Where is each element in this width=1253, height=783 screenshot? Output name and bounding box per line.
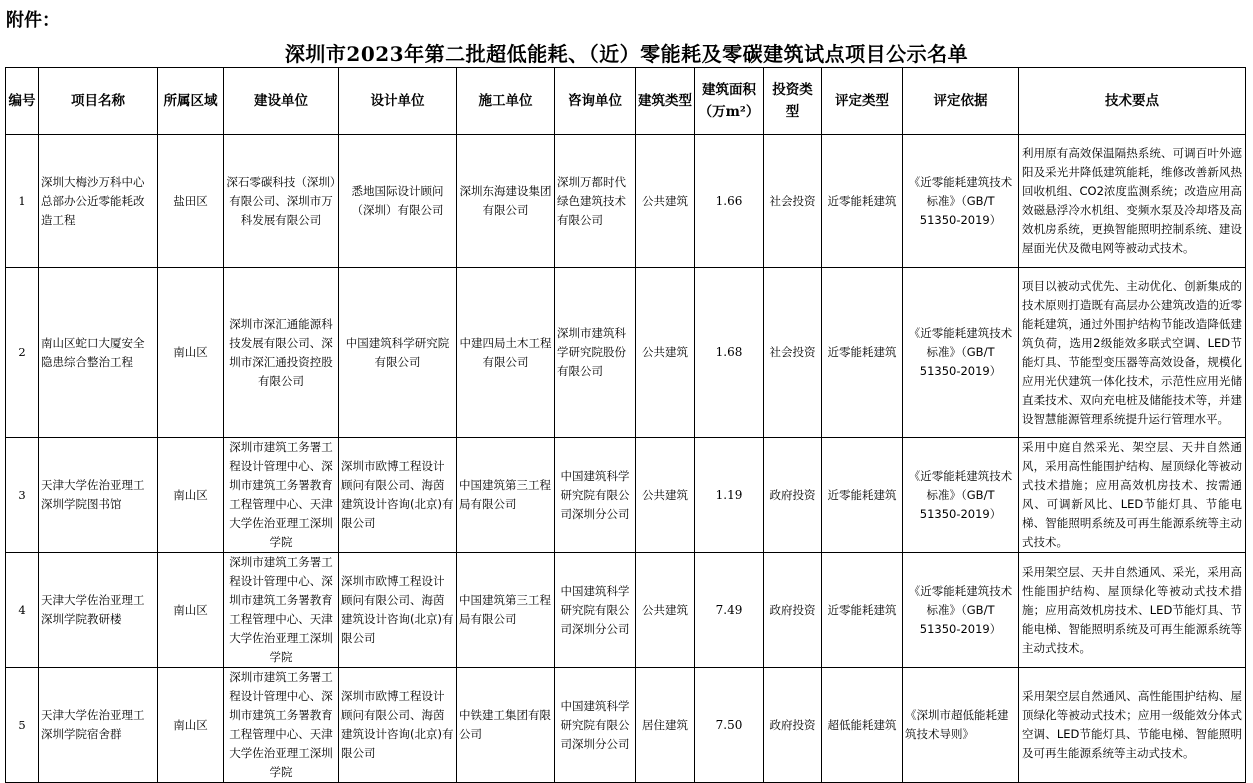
cell-builder: 深圳市建筑工务署工程设计管理中心、深圳市建筑工务署教育工程管理中心、天津大学佐治亚理工深圳学院	[224, 438, 339, 553]
header-designer: 设计单位	[339, 68, 457, 135]
table-row	[6, 438, 1246, 553]
table-row	[6, 553, 1246, 668]
cell-area: 1.68	[695, 268, 764, 438]
cell-constructor: 中铁建工集团有限公司	[457, 668, 555, 783]
cell-basis: 《近零能耗建筑技术标准》（GB/T 51350-2019）	[903, 135, 1019, 268]
cell-area: 1.19	[695, 438, 764, 553]
cell-basis: 《深圳市超低能耗建筑技术导则》	[903, 668, 1019, 783]
cell-constructor: 中国建筑第三工程局有限公司	[457, 553, 555, 668]
cell-basis: 《近零能耗建筑技术标准》（GB/T 51350-2019）	[903, 553, 1019, 668]
cell-building-type: 公共建筑	[636, 438, 695, 553]
header-no: 编号	[6, 68, 39, 135]
header-rating: 评定类型	[822, 68, 903, 135]
header-area-line1: 建筑面积	[702, 82, 756, 98]
cell-designer: 深圳市欧博工程设计顾问有限公司、海茵建筑设计咨询(北京)有限公司	[339, 438, 457, 553]
cell-tech: 采用中庭自然采光、架空层、天井自然通风，采用高性能围护结构、屋顶绿化等被动式技术措施；应用高效机房技术、按需通风、可调新风比、LED节能灯具、节能电梯、智能照明系统及可再生能源系统等主动式技术。	[1019, 438, 1246, 553]
cell-builder: 深圳市深汇通能源科技发展有限公司、深圳市深汇通投资控股有限公司	[224, 268, 339, 438]
header-basis: 评定依据	[903, 68, 1019, 135]
cell-designer: 悉地国际设计顾问（深圳）有限公司	[339, 135, 457, 268]
cell-invest: 政府投资	[764, 438, 822, 553]
cell-consultant: 深圳市建筑科学研究院股份有限公司	[555, 268, 636, 438]
cell-rating: 近零能耗建筑	[822, 268, 903, 438]
cell-basis: 《近零能耗建筑技术标准》（GB/T 51350-2019）	[903, 268, 1019, 438]
table-row	[6, 135, 1246, 268]
table-row	[6, 268, 1246, 438]
header-name: 项目名称	[39, 68, 158, 135]
cell-rating: 近零能耗建筑	[822, 135, 903, 268]
cell-building-type: 居住建筑	[636, 668, 695, 783]
cell-invest: 政府投资	[764, 553, 822, 668]
cell-building-type: 公共建筑	[636, 135, 695, 268]
cell-name: 南山区蛇口大厦安全隐患综合整治工程	[39, 268, 158, 438]
cell-designer: 深圳市欧博工程设计顾问有限公司、海茵建筑设计咨询(北京)有限公司	[339, 553, 457, 668]
cell-area: 7.50	[695, 668, 764, 783]
cell-consultant: 中国建筑科学研究院有限公司深圳分公司	[555, 668, 636, 783]
cell-tech: 项目以被动式优先、主动优化、创新集成的技术原则打造既有高层办公建筑改造的近零能耗建筑，通过外围护结构节能改造降低建筑负荷，选用2级能效多联式空调、LED节能灯具、节能型变压器等高效设备，规模化应用光伏建筑一体化技术，示范性应用光储直柔技术、双向充电桩及储能技术等，并建设智慧能源管理系统提升运行管理水平。	[1019, 268, 1246, 438]
cell-builder: 深圳市建筑工务署工程设计管理中心、深圳市建筑工务署教育工程管理中心、天津大学佐治亚理工深圳学院	[224, 668, 339, 783]
cell-constructor: 中建四局土木工程有限公司	[457, 268, 555, 438]
cell-district: 南山区	[158, 668, 224, 783]
cell-name: 天津大学佐治亚理工深圳学院宿舍群	[39, 668, 158, 783]
attachment-label: 附件：	[6, 10, 60, 31]
header-builder: 建设单位	[224, 68, 339, 135]
header-area	[695, 68, 764, 135]
document-title: 深圳市2023年第二批超低能耗、（近）零能耗及零碳建筑试点项目公示名单	[284, 42, 969, 66]
header-constructor: 施工单位	[457, 68, 555, 135]
cell-consultant: 深圳万都时代绿色建筑技术有限公司	[555, 135, 636, 268]
header-building-type: 建筑类型	[636, 68, 695, 135]
cell-no: 2	[6, 268, 39, 438]
cell-district: 南山区	[158, 268, 224, 438]
cell-no: 3	[6, 438, 39, 553]
cell-constructor: 中国建筑第三工程局有限公司	[457, 438, 555, 553]
cell-builder: 深石零碳科技（深圳）有限公司、深圳市万科发展有限公司	[224, 135, 339, 268]
cell-tech: 采用架空层自然通风、高性能围护结构、屋顶绿化等被动式技术；应用一级能效分体式空调、LED节能灯具、节能电梯、智能照明及可再生能源系统等主动式技术。	[1019, 668, 1246, 783]
table-row	[6, 668, 1246, 783]
cell-building-type: 公共建筑	[636, 268, 695, 438]
header-tech: 技术要点	[1019, 68, 1246, 135]
cell-name: 天津大学佐治亚理工深圳学院教研楼	[39, 553, 158, 668]
cell-no: 1	[6, 135, 39, 268]
cell-invest: 社会投资	[764, 135, 822, 268]
cell-rating: 近零能耗建筑	[822, 438, 903, 553]
header-invest: 投资类型	[764, 68, 822, 135]
cell-no: 5	[6, 668, 39, 783]
cell-rating: 近零能耗建筑	[822, 553, 903, 668]
cell-basis: 《近零能耗建筑技术标准》（GB/T 51350-2019）	[903, 438, 1019, 553]
header-consultant: 咨询单位	[555, 68, 636, 135]
cell-builder: 深圳市建筑工务署工程设计管理中心、深圳市建筑工务署教育工程管理中心、天津大学佐治亚理工深圳学院	[224, 553, 339, 668]
cell-district: 南山区	[158, 553, 224, 668]
cell-consultant: 中国建筑科学研究院有限公司深圳分公司	[555, 438, 636, 553]
cell-rating: 超低能耗建筑	[822, 668, 903, 783]
header-district: 所属区域	[158, 68, 224, 135]
cell-area: 1.66	[695, 135, 764, 268]
cell-name: 深圳大梅沙万科中心总部办公近零能耗改造工程	[39, 135, 158, 268]
cell-building-type: 公共建筑	[636, 553, 695, 668]
cell-designer: 中国建筑科学研究院有限公司	[339, 268, 457, 438]
cell-area: 7.49	[695, 553, 764, 668]
cell-district: 南山区	[158, 438, 224, 553]
header-row	[6, 68, 1246, 135]
cell-tech: 采用架空层、天井自然通风、采光，采用高性能围护结构、屋顶绿化等被动式技术措施；应用高效机房技术、LED节能灯具、节能电梯、智能照明系统及可再生能源系统等主动式技术。	[1019, 553, 1246, 668]
project-table	[5, 67, 1246, 783]
cell-no: 4	[6, 553, 39, 668]
header-area-line2: （万m²）	[698, 104, 760, 120]
cell-district: 盐田区	[158, 135, 224, 268]
cell-tech: 利用原有高效保温隔热系统、可调百叶外遮阳及采光井降低建筑能耗，维修改善新风热回收机组、CO2浓度监测系统；改造应用高效磁悬浮冷水机组、变频水泵及冷却塔及高效机房系统，更换智能照明控制系统、建设屋面光伏及微电网等被动式技术。	[1019, 135, 1246, 268]
cell-designer: 深圳市欧博工程设计顾问有限公司、海茵建筑设计咨询(北京)有限公司	[339, 668, 457, 783]
cell-invest: 政府投资	[764, 668, 822, 783]
cell-consultant: 中国建筑科学研究院有限公司深圳分公司	[555, 553, 636, 668]
cell-name: 天津大学佐治亚理工深圳学院图书馆	[39, 438, 158, 553]
cell-constructor: 深圳东海建设集团有限公司	[457, 135, 555, 268]
cell-invest: 社会投资	[764, 268, 822, 438]
